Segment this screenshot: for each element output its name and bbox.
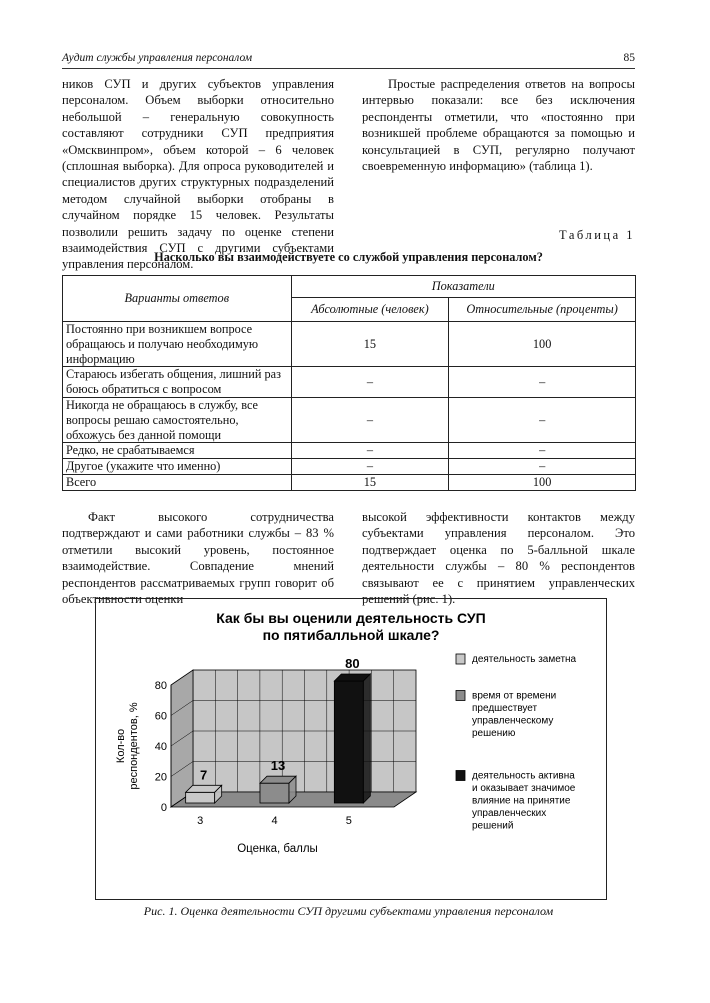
paragraph: Простые распределения ответов на вопросы интервью показали: все без исключения респонденты отметили, что «постоянно при возникшей проблеме обращаются за помощью и консультацией в СУП, регулярно получают своевременную информацию» (таблица 1).	[362, 77, 635, 174]
bar-chart	[96, 599, 606, 899]
header-answers: Варианты ответов	[63, 276, 292, 322]
legend-entry: управленческих	[472, 808, 547, 819]
answer-cell: Редко, не срабатываемся	[63, 443, 292, 459]
answer-cell: Постоянно при возникшем вопросе обращаюсь и получаю необходимую информацию	[63, 322, 292, 367]
legend-swatch	[456, 654, 465, 664]
legend-entry: решению	[472, 728, 516, 739]
legend-entry: время от времени	[472, 690, 557, 702]
table-row	[63, 459, 636, 475]
legend-entry: деятельность заметна	[472, 654, 577, 665]
table-title: Насколько вы взаимодействуете со службой управления персоналом?	[154, 250, 543, 264]
page-number: 85	[623, 52, 635, 64]
y-tick-label: 80	[154, 680, 167, 692]
y-tick-label: 40	[154, 741, 167, 753]
absolute-cell: –	[291, 397, 449, 442]
chart-frame	[95, 598, 607, 900]
legend-entry: предшествует	[472, 703, 538, 714]
y-tick-label: 20	[154, 771, 167, 784]
text-column-left-top	[62, 76, 334, 273]
legend-swatch	[456, 691, 465, 701]
absolute-cell: 15	[291, 474, 449, 490]
relative-cell: 100	[449, 322, 636, 367]
header-indicators: Показатели	[291, 276, 635, 298]
data-table	[62, 275, 636, 491]
legend-entry: управленческому	[472, 715, 554, 727]
relative-cell: –	[449, 397, 636, 442]
figure-caption: Рис. 1. Оценка деятельности СУП другими субъектами управления персоналом	[143, 904, 554, 918]
chart-title: Как бы вы оценили деятельность СУП	[216, 610, 486, 626]
bar-data-label: 13	[270, 758, 286, 774]
table-label: Таблица 1	[559, 228, 635, 242]
absolute-cell: –	[291, 459, 449, 475]
x-tick-label: 5	[345, 815, 352, 827]
bar-side	[363, 674, 370, 803]
table-row	[63, 367, 636, 398]
table-row	[63, 397, 636, 442]
x-tick-label: 4	[271, 815, 278, 827]
x-axis-label: Оценка, баллы	[237, 843, 318, 855]
x-tick-label: 3	[197, 815, 204, 827]
chart-title: по пятибалльной шкале?	[262, 627, 440, 643]
table-row	[63, 474, 636, 490]
text-column-left-bottom	[62, 509, 334, 607]
answer-cell: Никогда не обращаюсь в службу, все вопросы решаю самостоятельно, обхожусь без данной помощи	[63, 397, 292, 442]
answer-cell: Стараюсь избегать общения, лишний раз боюсь обратиться с вопросом	[63, 367, 292, 398]
running-header	[62, 52, 635, 69]
relative-cell: –	[449, 443, 636, 459]
legend-entry: и оказывает значимое	[472, 783, 576, 794]
table-row	[63, 443, 636, 459]
legend-entry: деятельность активна	[472, 770, 575, 782]
header-relative: Относительные (проценты)	[449, 298, 636, 322]
y-tick-label: 60	[154, 710, 167, 723]
legend-entry: решений	[472, 820, 514, 832]
bar-front	[334, 681, 363, 803]
y-tick-label: 0	[160, 802, 167, 814]
answer-cell: Другое (укажите что именно)	[63, 459, 292, 475]
answer-cell: Всего	[63, 474, 292, 490]
y-axis-label: респондентов, %	[128, 702, 140, 790]
absolute-cell: 15	[291, 322, 449, 367]
absolute-cell: –	[291, 367, 449, 398]
bar-data-label: 7	[200, 767, 208, 783]
legend-entry: влияние на принятие	[472, 795, 571, 807]
relative-cell: –	[449, 459, 636, 475]
paragraph: Факт высокого сотрудничества подтверждают и сами работники службы – 83 % отметили высокий уровень, постоянное взаимодействие. Совпадение мнений респондентов рассматриваемых групп говорит об объективности оценки	[62, 510, 334, 607]
relative-cell: 100	[449, 474, 636, 490]
bar-data-label: 80	[345, 656, 360, 671]
legend-swatch	[456, 771, 465, 781]
absolute-cell: –	[291, 443, 449, 459]
table-row	[63, 322, 636, 367]
text-column-right-bottom	[362, 509, 635, 607]
y-axis-label: Кол-во	[115, 728, 127, 764]
bar-front	[186, 792, 215, 803]
paragraph: высокой эффективности контактов между субъектами управления персоналом. Это подтверждает оценка по 5-балльной шкале деятельности службы – 80 % респондентов связывают ее с принятием управленческих решений (рис. 1).	[362, 510, 635, 607]
paragraph: ников СУП и других субъектов управления персоналом. Объем выборки относительно небольшой – генеральную совокупность составляют сотрудники СУП предприятия «Омсквинпром», объем которой – 6 человек (сплошная выборка). Для опроса руководителей и специалистов других структурных подразделений методом случайной выборки отобраны в случайном порядке 15 человек. Результаты позволили решить задачу по оценке степени взаимодействия СУП с другими субъектами управления персоналом.	[62, 77, 334, 272]
header-absolute: Абсолютные (человек)	[291, 298, 449, 322]
running-title: Аудит службы управления персоналом	[62, 52, 253, 64]
text-column-right-top	[362, 76, 635, 174]
relative-cell: –	[449, 367, 636, 398]
bar-front	[260, 783, 289, 803]
